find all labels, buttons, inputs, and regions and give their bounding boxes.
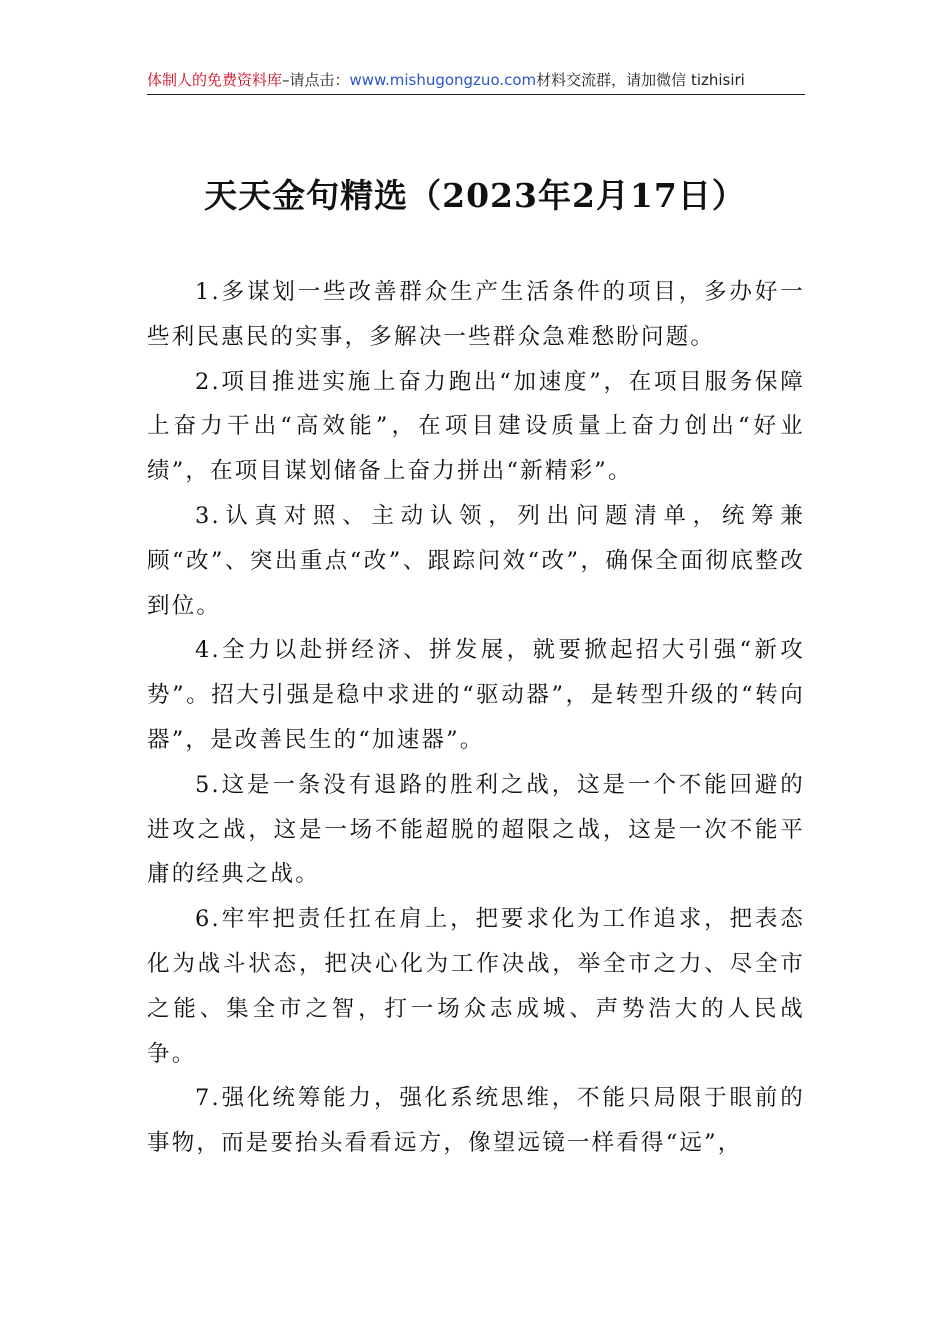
- header-prompt: –请点击：: [282, 71, 350, 89]
- paragraph-2: 2.项目推进实施上奋力跑出“加速度”，在项目服务保障上奋力干出“高效能”，在项目建设质量上奋力创出“好业绩”，在项目谋划储备上奋力拼出“新精彩”。: [147, 368, 805, 485]
- paragraph-5: 5.这是一条没有退路的胜利之战，这是一个不能回避的进攻之战，这是一场不能超脱的超限之战，这是一次不能平庸的经典之战。: [147, 771, 805, 888]
- header-tail: 材料交流群，请加微信 tizhisiri: [536, 71, 745, 89]
- paragraph-4: 4.全力以赴拼经济、拼发展，就要掀起招大引强“新攻势”。招大引强是稳中求进的“驱动器”，是转型升级的“转向器”，是改善民生的“加速器”。: [147, 637, 805, 753]
- header-brand: 体制人的免费资料库: [147, 71, 283, 89]
- paragraph-1: 1.多谋划一些改善群众生产生活条件的项目，多办好一些利民惠民的实事，多解决一些群众急难愁盼问题。: [147, 279, 805, 350]
- paragraph-6: 6.牢牢把责任扛在肩上，把要求化为工作追求，把表态化为战斗状态，把决心化为工作决战，举全市之力、尽全市之能、集全市之智，打一场众志成城、声势浩大的人民战争。: [147, 906, 805, 1067]
- page-title: 天天金句精选（2023年2月17日）: [204, 176, 746, 215]
- document-body: [147, 270, 805, 1166]
- paragraph-7: 7.强化统筹能力，强化系统思维，不能只局限于眼前的事物，而是要抬头看看远方，像望远镜一样看得“远”，: [147, 1085, 805, 1157]
- page-header: [147, 66, 805, 95]
- header-url-link[interactable]: www.mishugongzuo.com: [349, 71, 537, 89]
- paragraph-3: 3.认真对照、主动认领，列出问题清单，统筹兼顾“改”、突出重点“改”、跟踪问效“改”，确保全面彻底整改到位。: [147, 502, 805, 619]
